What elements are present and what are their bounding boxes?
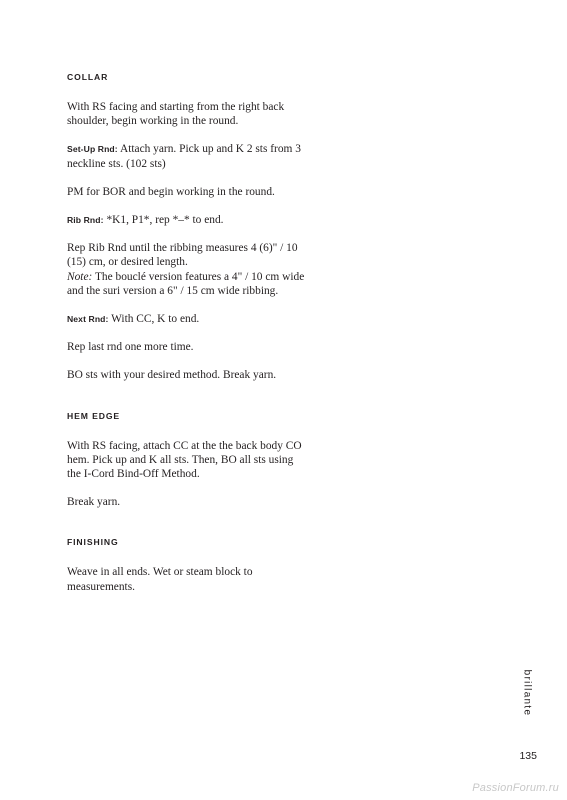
place-marker-paragraph: PM for BOR and begin working in the round. xyxy=(67,185,275,198)
hem-edge-paragraph: With RS facing, attach CC at the the back body CO hem. Pick up and K all sts. Then, BO all sts using the I-Cord Bind-Off Method. xyxy=(67,439,302,481)
setup-round-text: Attach yarn. Pick up and K 2 sts from 3 neckline sts. (102 sts) xyxy=(67,143,301,170)
watermark-text: PassionForum.ru xyxy=(472,782,559,794)
repeat-rib-paragraph xyxy=(67,241,307,298)
next-round-label: Next Rnd: xyxy=(67,314,109,325)
rib-round-label: Rib Rnd: xyxy=(67,215,104,226)
note-text: The bouclé version features a 4" / 10 cm wide and the suri version a 6" / 15 cm wide ribbing. xyxy=(67,270,305,297)
repeat-last-paragraph: Rep last rnd one more time. xyxy=(67,341,194,354)
setup-round-label: Set-Up Rnd: xyxy=(67,144,118,155)
note-label: Note: xyxy=(67,270,93,283)
collar-heading: COLLAR xyxy=(67,72,109,82)
rib-round-text: *K1, P1*, rep *–* to end. xyxy=(103,214,224,227)
bind-off-paragraph: BO sts with your desired method. Break yarn. xyxy=(67,369,277,382)
hem-edge-heading: HEM EDGE xyxy=(67,410,121,421)
page-number: 135 xyxy=(519,750,537,762)
finishing-heading: FINISHING xyxy=(67,537,119,548)
rib-round-paragraph xyxy=(67,213,307,227)
collar-intro: With RS facing and starting from the right back shoulder, begin working in the round. xyxy=(67,101,285,128)
finishing-paragraph: Weave in all ends. Wet or steam block to measurements. xyxy=(67,566,253,593)
setup-round-paragraph xyxy=(67,142,307,170)
page-content xyxy=(67,71,307,594)
hem-break-yarn-paragraph: Break yarn. xyxy=(67,496,121,509)
next-round-text: With CC, K to end. xyxy=(108,313,200,326)
next-round-paragraph xyxy=(67,312,307,326)
repeat-rib-text: Rep Rib Rnd until the ribbing measures 4 (6)" / 10 (15) cm, or desired length. xyxy=(67,242,298,269)
pattern-name-side-label: brillante xyxy=(521,669,533,717)
